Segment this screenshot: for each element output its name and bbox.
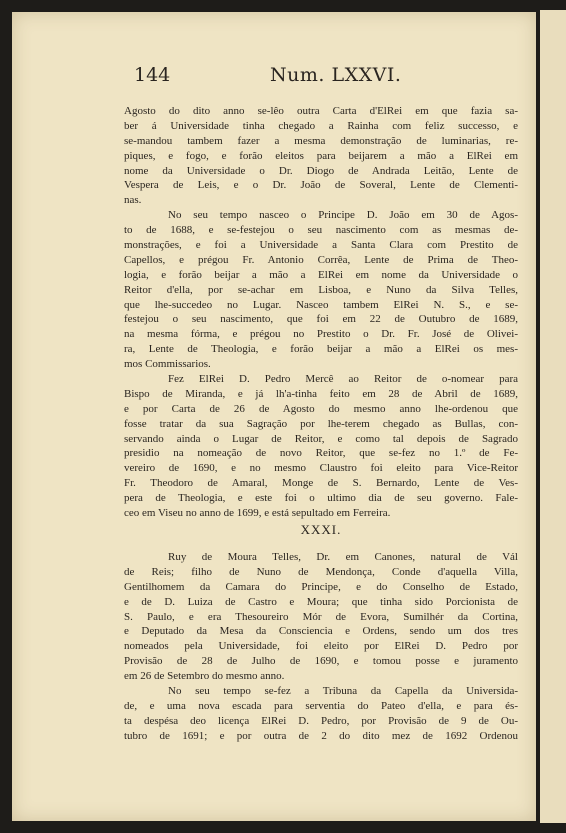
text-line: S. Paulo, e era Thesoureiro Mór de Evora, Sumilhér da Cortina, [124,610,518,623]
text-line: to de 1688, e se-festejou o seu nascimento com as mesmas de- [124,224,518,237]
text-line: e Deputado da Mesa da Consciencia e Ordens, sendo um dos tres [124,625,518,638]
chapter-heading: XXXI. [300,522,342,537]
text-line: logia, e forão beijar a mão a ElRei em nome da Universidade o [124,268,518,281]
text-line: Fr. Theodoro de Amaral, Monge de S. Bernardo, Lente de Ves- [124,477,518,490]
text-line: Bispo de Miranda, e já lh'a-tinha feito em 28 de Abril de 1689, [124,387,518,400]
text-line: de Reis; filho de Nuno de Mendonça, Conde d'aquella Villa, [124,565,518,578]
page-number: 144 [134,64,171,86]
text-line: presidio na nomeação de novo Reitor, que se-fez no 1.º de Fe- [124,447,518,460]
text-line: Agosto do dito anno se-lêo outra Carta d'ElRei em que fazia sa- [124,105,518,117]
facing-page-edge [540,10,566,823]
text-block-1 [124,104,518,521]
text-line: se-mandou tambem fazer a mesma demonstração de luminarias, re- [124,134,518,147]
text-line: Gentilhomem da Camara do Principe, e do Conselho de Estado, [124,580,518,593]
text-line: festejou o seu nascimento, que foi em 22 de Outubro de 1689, [124,313,518,326]
text-line: em 26 de Setembro do mesmo anno. [124,670,285,683]
text-line: Reitor d'ella, por se-achar em Lisboa, e Nuno da Silva Telles, [124,283,518,296]
text-line: nomeados pela Universidade, foi eleito por ElRei D. Pedro por [124,640,518,653]
section-number: Num. LXXVI. [270,64,402,86]
text-line: No seu tempo se-fez a Tribuna da Capella da Universida- [168,685,518,698]
text-line: Provisão de 28 de Julho de 1690, e tomou posse e juramento [124,655,518,668]
text-line: mos Commissarios. [124,358,211,371]
text-line: ber á Universidade tinha chegado a Rainha com feliz successo, e [124,119,518,132]
text-line: ta despésa deo licença ElRei D. Pedro, por Provisão de 9 de Ou- [124,714,518,727]
text-line: e de D. Luiza de Castro e Moura; que tinha sido Porcionista de [124,595,518,608]
text-line: piques, e fogo, e forão eleitos para beijarem a mão a ElRei em [124,149,518,162]
text-line: Ruy de Moura Telles, Dr. em Canones, natural de Vál [168,551,518,563]
text-line: vereiro de 1690, e no mesmo Claustro foi eleito para Vice-Reitor [124,462,518,475]
text-line: na mesma fórma, e prégou no Prestito o Dr. Fr. José de Olivei- [124,328,518,341]
text-line: de, e uma nova escada para serventia do Pateo d'ella, e para és- [124,699,518,712]
text-line: nas. [124,194,142,207]
text-line: monstrações, e foi a Universidade a Santa Clara com Prestito de [124,239,518,252]
text-line: nome da Universidade o Dr. Diogo de Andrada Leitão, Lente de [124,164,518,177]
text-line: ceo em Viseu no anno de 1699, e está sepultado em Ferreira. [124,507,391,520]
text-line: servando ainda o Lugar de Reitor, e como tal depois de Sagrado [124,432,518,445]
text-line: Fez ElRei D. Pedro Mercê ao Reitor de o-nomear para [168,373,518,386]
text-line: ra, Lente de Theologia, e forão beijar a mão a ElRei os mes- [124,343,518,356]
text-line: que lhe-succedeo no Lugar. Nasceo tambem ElRei N. S., e se- [124,298,518,311]
text-line: fosse tratar da sua Sagração por lhe-terem chegado as Bullas, con- [124,417,518,430]
text-block-2 [124,550,518,744]
text-line: tubro de 1691; e por outra de 2 do dito mez de 1692 Ordenou [124,729,518,742]
text-line: Vespera de Leis, e o Dr. João de Soveral, Lente de Clementi- [124,179,518,192]
text-line: Capellos, e prégou Fr. Antonio Corrêa, Lente de Prima de Theo- [124,253,518,266]
text-line: pera de Theologia, e este foi o ultimo dia de seu governo. Fale- [124,492,518,505]
text-line: e por Carta de 26 de Agosto do mesmo anno lhe-ordenou que [124,402,518,415]
running-head [118,64,528,88]
text-line: No seu tempo nasceo o Principe D. João em 30 de Agos- [168,209,518,222]
